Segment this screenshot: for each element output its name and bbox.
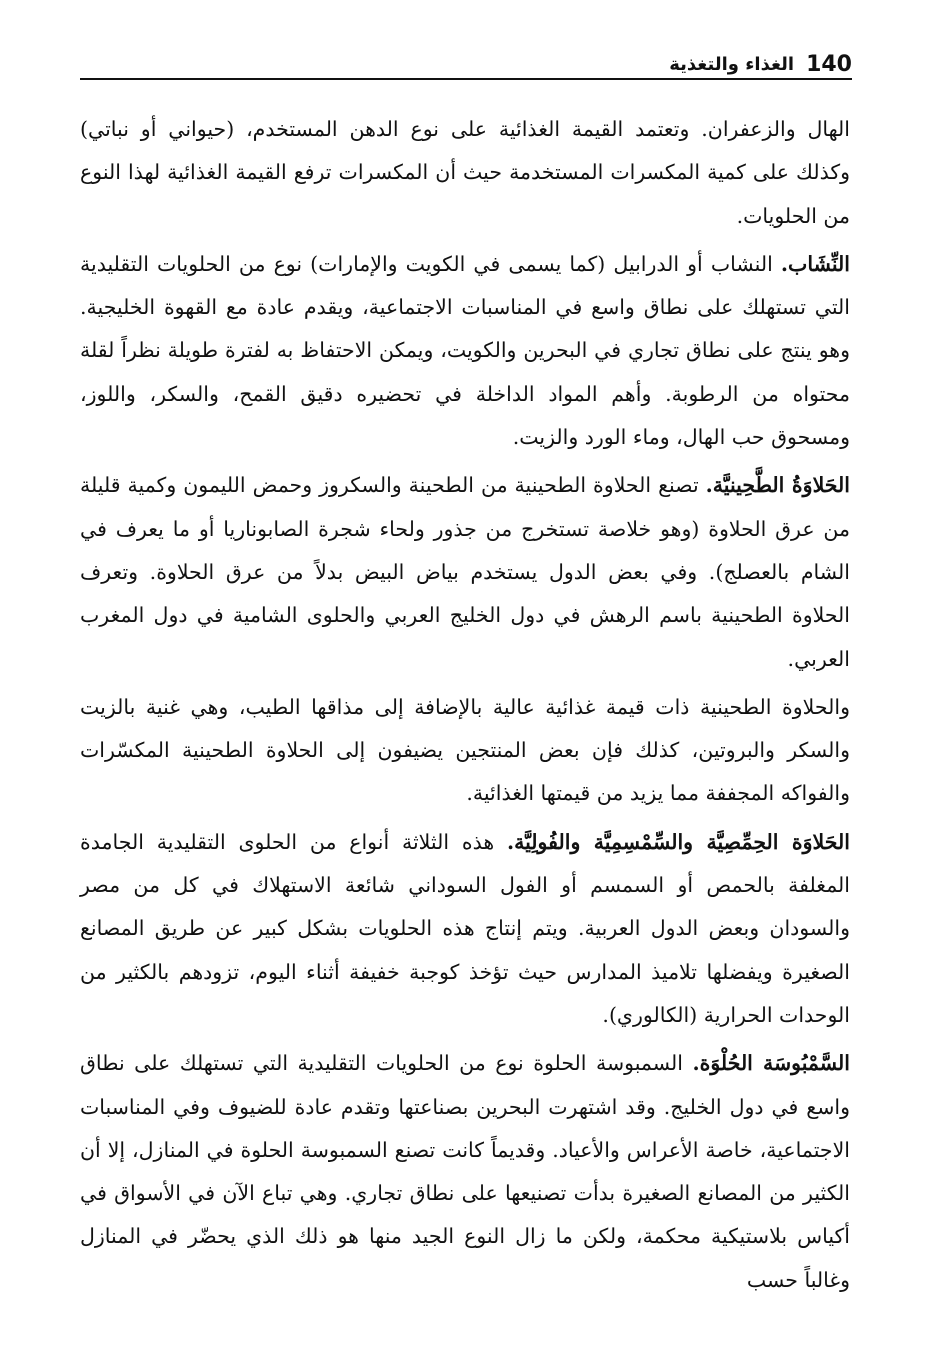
paragraph-text: تصنع الحلاوة الطحينية من الطحينة والسكروز وحمض الليمون وكمية قليلة من عرق الحلاوة (وهو خلاصة تستخرج من جذور ولحاء شجرة الصابوناريا أو ما يعرف في الشام بالعصلج). وفي بعض الدول يستخدم بياض البيض بدلاً من عرق الحلاوة. وتعرف الحلاوة الطحينية باسم الرهش في دول الخليج العربي والحلوى الشامية في دول المغرب العربي. xyxy=(80,473,850,671)
paragraph-text: هذه الثلاثة أنواع من الحلوى التقليدية الجامدة المغلفة بالحمص أو السمسم أو الفول السوداني شائعة الاستهلاك في كل من مصر والسودان وبعض الدول العربية. ويتم إنتاج هذه الحلويات بشكل كبير عن طريق المصانع الصغيرة ويفضلها تلاميذ المدارس حيث تؤخذ كوجبة خفيفة أثناء اليوم، تزودهم بالكثير من الوحدات الحرارية (الكالوري). xyxy=(80,829,850,1027)
term-heading: النِّشَاب. xyxy=(780,251,850,276)
term-heading: السَّمْبُوسَة الحُلْوَة. xyxy=(692,1051,850,1076)
paragraph-text: الهال والزعفران. وتعتمد القيمة الغذائية على نوع الدهن المستخدم، (حيواني أو نباتي) وكذلك على كمية المكسرات المستخدمة حيث أن المكسرات ترفع القيمة الغذائية لهذا النوع من الحلويات. xyxy=(80,117,850,228)
paragraph-nashab xyxy=(80,243,850,459)
paragraph-halawa-nutrition xyxy=(80,686,850,816)
paragraph-text: السمبوسة الحلوة نوع من الحلويات التقليدية التي تستهلك على نطاق واسع في دول الخليج. وقد اشتهرت البحرين بصناعتها وتقدم عادة للضيوف وفي المناسبات الاجتماعية، خاصة الأعراس والأعياد. وقديماً كانت تصنع السمبوسة الحلوة في المنازل، إلا أن الكثير من المصانع الصغيرة بدأت تصنيعها على نطاق تجاري. وهي تباع الآن في الأسواق في أكياس بلاستيكية محكمة، ولكن ما زال النوع الجيد منها هو ذلك الذي يحضّر في المنازل وغالباً حسب xyxy=(80,1051,850,1292)
header-rule xyxy=(80,78,852,80)
body-text xyxy=(80,108,850,1307)
paragraph-halawa-tahiniya xyxy=(80,464,850,680)
running-header xyxy=(80,42,852,78)
term-heading: الحَلاوَةُ الطَّحِينيَّة. xyxy=(705,473,850,498)
paragraph-sambousa xyxy=(80,1042,850,1302)
page-number: 140 xyxy=(806,52,852,77)
chapter-title: الغذاء والتغذية xyxy=(669,54,795,75)
paragraph-text: والحلاوة الطحينية ذات قيمة غذائية عالية بالإضافة إلى مذاقها الطيب، وهي غنية بالزيت والسكر والبروتين، كذلك فإن بعض المنتجين يضيفون إلى الحلاوة الطحينية المكسّرات والفواكه المجففة مما يزيد من قيمتها الغذائية. xyxy=(80,694,850,806)
paragraph-hal-saffron xyxy=(80,108,850,238)
paragraph-text: النشاب أو الدرابيل (كما يسمى في الكويت والإمارات) نوع من الحلويات التقليدية التي تستهلك على نطاق واسع في المناسبات الاجتماعية، ويقدم عادة مع القهوة الخليجية. وهو ينتج على نطاق تجاري في البحرين والكويت، ويمكن الاحتفاظ به لفترة طويلة نظراً لقلة محتواه من الرطوبة. وأهم المواد الداخلة في تحضيره دقيق القمح، والسكر، واللوز، ومسحوق حب الهال، وماء الورد والزيت. xyxy=(80,251,850,450)
paragraph-halawa-himmasiya xyxy=(80,821,850,1037)
term-heading: الحَلاوَة الحِمِّصِيَّة والسِّمْسِمِيَّة والفُولِيَّة. xyxy=(506,829,850,854)
